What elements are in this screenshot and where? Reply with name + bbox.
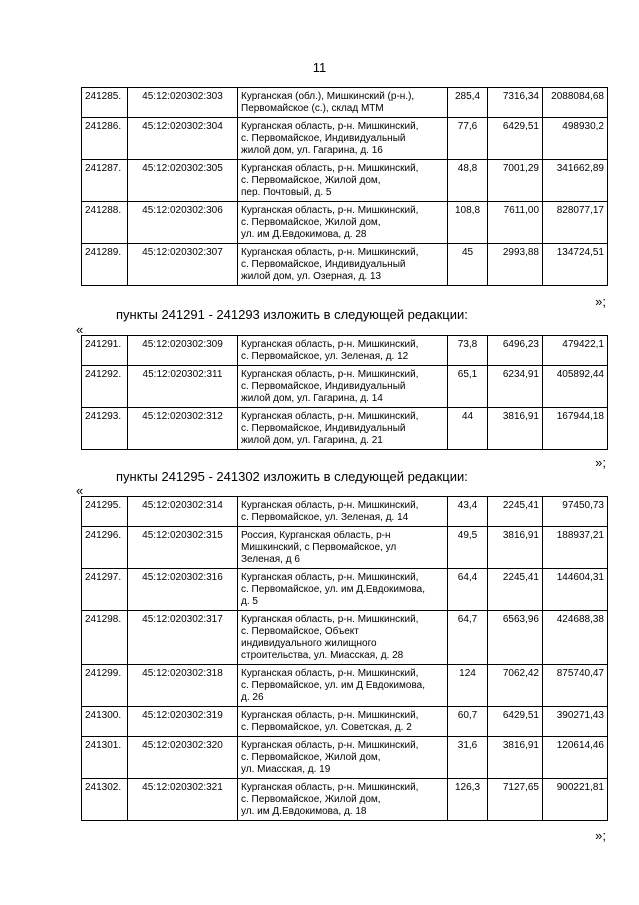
row-number-cell: 241288. xyxy=(82,202,128,244)
row-number-cell: 241301. xyxy=(82,737,128,779)
area-cell: 64,4 xyxy=(448,569,488,611)
specific-value-cell: 7611,00 xyxy=(488,202,543,244)
table-row xyxy=(82,527,608,569)
table-row xyxy=(82,160,608,202)
cadastral-value-cell: 144604,31 xyxy=(543,569,608,611)
area-cell: 64,7 xyxy=(448,611,488,665)
table-row xyxy=(82,202,608,244)
registry-table-2 xyxy=(81,335,608,450)
table-row xyxy=(82,665,608,707)
cadastral-value-cell: 875740,47 xyxy=(543,665,608,707)
table-row xyxy=(82,336,608,366)
cadastral-value-cell: 167944,18 xyxy=(543,408,608,450)
specific-value-cell: 6234,91 xyxy=(488,366,543,408)
cadastral-value-cell: 479422,1 xyxy=(543,336,608,366)
cadastral-value-cell: 341662,89 xyxy=(543,160,608,202)
area-cell: 49,5 xyxy=(448,527,488,569)
specific-value-cell: 3816,91 xyxy=(488,408,543,450)
cadastral-number-cell: 45:12:020302:315 xyxy=(128,527,238,569)
table-row xyxy=(82,707,608,737)
address-cell: Курганская область, р-н. Мишкинский, с. Первомайское, Жилой дом, пер. Почтовый, д. 5 xyxy=(238,160,448,202)
specific-value-cell: 7062,42 xyxy=(488,665,543,707)
closing-quote-1: »; xyxy=(595,294,606,309)
area-cell: 77,6 xyxy=(448,118,488,160)
cadastral-number-cell: 45:12:020302:309 xyxy=(128,336,238,366)
row-number-cell: 241286. xyxy=(82,118,128,160)
area-cell: 285,4 xyxy=(448,88,488,118)
row-number-cell: 241285. xyxy=(82,88,128,118)
cadastral-value-cell: 134724,51 xyxy=(543,244,608,286)
specific-value-cell: 6496,23 xyxy=(488,336,543,366)
specific-value-cell: 7316,34 xyxy=(488,88,543,118)
registry-table-3 xyxy=(81,496,608,821)
instruction-2: пункты 241295 - 241302 изложить в следующей редакции: xyxy=(116,469,468,484)
address-cell: Курганская область, р-н. Мишкинский, с. Первомайское, ул. им Д Евдокимова, д. 26 xyxy=(238,665,448,707)
address-cell: Курганская область, р-н. Мишкинский, с. Первомайское, Индивидуальный жилой дом, ул. Гагарина, д. 16 xyxy=(238,118,448,160)
opening-quote-1: « xyxy=(76,322,84,337)
cadastral-number-cell: 45:12:020302:303 xyxy=(128,88,238,118)
table-row xyxy=(82,408,608,450)
cadastral-number-cell: 45:12:020302:319 xyxy=(128,707,238,737)
cadastral-value-cell: 828077,17 xyxy=(543,202,608,244)
specific-value-cell: 2993,88 xyxy=(488,244,543,286)
table-row xyxy=(82,366,608,408)
specific-value-cell: 2245,41 xyxy=(488,497,543,527)
row-number-cell: 241287. xyxy=(82,160,128,202)
row-number-cell: 241300. xyxy=(82,707,128,737)
cadastral-value-cell: 2088084,68 xyxy=(543,88,608,118)
opening-quote-2: « xyxy=(76,483,84,498)
cadastral-number-cell: 45:12:020302:304 xyxy=(128,118,238,160)
table-row xyxy=(82,244,608,286)
specific-value-cell: 2245,41 xyxy=(488,569,543,611)
area-cell: 108,8 xyxy=(448,202,488,244)
cadastral-value-cell: 424688,38 xyxy=(543,611,608,665)
specific-value-cell: 7001,29 xyxy=(488,160,543,202)
row-number-cell: 241292. xyxy=(82,366,128,408)
row-number-cell: 241289. xyxy=(82,244,128,286)
area-cell: 124 xyxy=(448,665,488,707)
row-number-cell: 241296. xyxy=(82,527,128,569)
table-row xyxy=(82,611,608,665)
address-cell: Россия, Курганская область, р-н Мишкинский, с Первомайское, ул Зеленая, д 6 xyxy=(238,527,448,569)
cadastral-value-cell: 390271,43 xyxy=(543,707,608,737)
cadastral-value-cell: 498930,2 xyxy=(543,118,608,160)
cadastral-value-cell: 900221,81 xyxy=(543,779,608,821)
cadastral-number-cell: 45:12:020302:316 xyxy=(128,569,238,611)
specific-value-cell: 3816,91 xyxy=(488,737,543,779)
row-number-cell: 241297. xyxy=(82,569,128,611)
cadastral-value-cell: 120614,46 xyxy=(543,737,608,779)
cadastral-value-cell: 405892,44 xyxy=(543,366,608,408)
cadastral-number-cell: 45:12:020302:312 xyxy=(128,408,238,450)
address-cell: Курганская область, р-н. Мишкинский, с. Первомайское, Индивидуальный жилой дом, ул. Озерная, д. 13 xyxy=(238,244,448,286)
address-cell: Курганская область, р-н. Мишкинский, с. Первомайское, ул. им Д.Евдокимова, д. 5 xyxy=(238,569,448,611)
area-cell: 48,8 xyxy=(448,160,488,202)
address-cell: Курганская область, р-н. Мишкинский, с. Первомайское, ул. Зеленая, д. 14 xyxy=(238,497,448,527)
cadastral-number-cell: 45:12:020302:305 xyxy=(128,160,238,202)
cadastral-number-cell: 45:12:020302:317 xyxy=(128,611,238,665)
area-cell: 73,8 xyxy=(448,336,488,366)
closing-quote-2: »; xyxy=(595,455,606,470)
page-number: 11 xyxy=(312,60,327,75)
area-cell: 44 xyxy=(448,408,488,450)
table-row xyxy=(82,779,608,821)
specific-value-cell: 6429,51 xyxy=(488,707,543,737)
row-number-cell: 241298. xyxy=(82,611,128,665)
row-number-cell: 241293. xyxy=(82,408,128,450)
table-row xyxy=(82,118,608,160)
row-number-cell: 241295. xyxy=(82,497,128,527)
cadastral-number-cell: 45:12:020302:311 xyxy=(128,366,238,408)
cadastral-number-cell: 45:12:020302:314 xyxy=(128,497,238,527)
address-cell: Курганская область, р-н. Мишкинский, с. Первомайское, Индивидуальный жилой дом, ул. Гагарина, д. 21 xyxy=(238,408,448,450)
cadastral-number-cell: 45:12:020302:307 xyxy=(128,244,238,286)
address-cell: Курганская область, р-н. Мишкинский, с. Первомайское, Объект индивидуального жилищного строительства, ул. Миасская, д. 28 xyxy=(238,611,448,665)
table-row xyxy=(82,497,608,527)
specific-value-cell: 3816,91 xyxy=(488,527,543,569)
cadastral-number-cell: 45:12:020302:306 xyxy=(128,202,238,244)
cadastral-number-cell: 45:12:020302:321 xyxy=(128,779,238,821)
closing-quote-3: »; xyxy=(595,828,606,843)
address-cell: Курганская (обл.), Мишкинский (р-н.), Первомайское (с.), склад МТМ xyxy=(238,88,448,118)
table-row xyxy=(82,88,608,118)
cadastral-number-cell: 45:12:020302:320 xyxy=(128,737,238,779)
row-number-cell: 241291. xyxy=(82,336,128,366)
cadastral-value-cell: 97450,73 xyxy=(543,497,608,527)
address-cell: Курганская область, р-н. Мишкинский, с. Первомайское, Жилой дом, ул. им Д.Евдокимова, д. 28 xyxy=(238,202,448,244)
table-row xyxy=(82,569,608,611)
table-row xyxy=(82,737,608,779)
specific-value-cell: 6429,51 xyxy=(488,118,543,160)
address-cell: Курганская область, р-н. Мишкинский, с. Первомайское, ул. Советская, д. 2 xyxy=(238,707,448,737)
area-cell: 31,6 xyxy=(448,737,488,779)
registry-table-1 xyxy=(81,87,608,286)
area-cell: 43,4 xyxy=(448,497,488,527)
cadastral-value-cell: 188937,21 xyxy=(543,527,608,569)
area-cell: 45 xyxy=(448,244,488,286)
row-number-cell: 241299. xyxy=(82,665,128,707)
instruction-1: пункты 241291 - 241293 изложить в следующей редакции: xyxy=(116,307,468,322)
specific-value-cell: 7127,65 xyxy=(488,779,543,821)
specific-value-cell: 6563,96 xyxy=(488,611,543,665)
address-cell: Курганская область, р-н. Мишкинский, с. Первомайское, Индивидуальный жилой дом, ул. Гагарина, д. 14 xyxy=(238,366,448,408)
address-cell: Курганская область, р-н. Мишкинский, с. Первомайское, ул. Зеленая, д. 12 xyxy=(238,336,448,366)
row-number-cell: 241302. xyxy=(82,779,128,821)
area-cell: 65,1 xyxy=(448,366,488,408)
area-cell: 60,7 xyxy=(448,707,488,737)
cadastral-number-cell: 45:12:020302:318 xyxy=(128,665,238,707)
address-cell: Курганская область, р-н. Мишкинский, с. Первомайское, Жилой дом, ул. им Д.Евдокимова, д. 18 xyxy=(238,779,448,821)
area-cell: 126,3 xyxy=(448,779,488,821)
address-cell: Курганская область, р-н. Мишкинский, с. Первомайское, Жилой дом, ул. Миасская, д. 19 xyxy=(238,737,448,779)
